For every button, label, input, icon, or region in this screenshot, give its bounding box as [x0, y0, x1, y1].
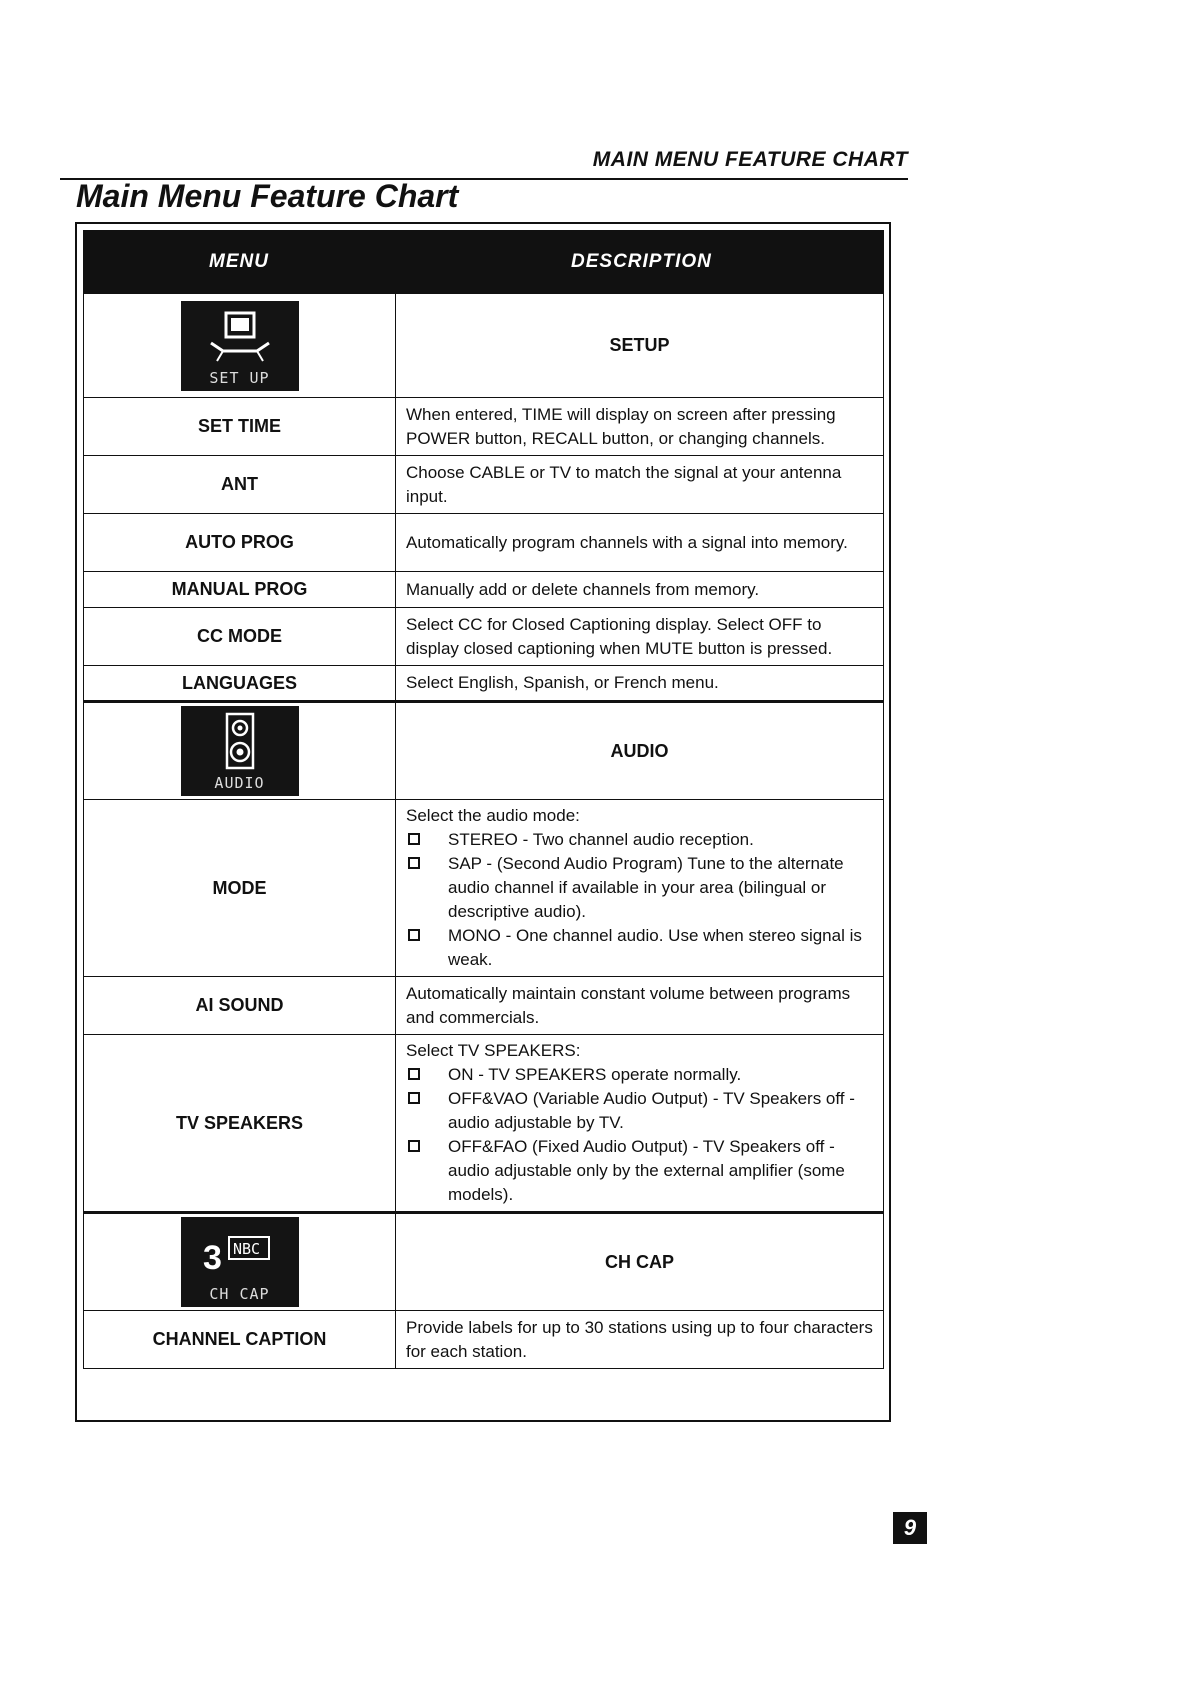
feature-chart	[75, 222, 891, 1422]
checkbox-bullet-icon	[408, 833, 420, 845]
menu-item-description: Automatically program channels with a signal into memory.	[396, 514, 884, 572]
setup-icon-label: SET UP	[209, 368, 270, 387]
chcap-icon-badge: NBC	[232, 1240, 260, 1258]
table-row	[84, 1311, 884, 1369]
chcap-icon-number: 3	[202, 1239, 222, 1277]
checkbox-bullet-icon	[408, 929, 420, 941]
table-row	[84, 514, 884, 572]
menu-item-name: AUTO PROG	[84, 514, 396, 572]
table-row	[84, 608, 884, 666]
checkbox-bullet-icon	[408, 1068, 420, 1080]
menu-item-description: Automatically maintain constant volume between programs and commercials.	[396, 977, 884, 1035]
chcap-section-row	[84, 1213, 884, 1311]
menu-column-header: MENU	[84, 231, 396, 294]
list-item: MONO - One channel audio. Use when stereo signal is weak.	[406, 924, 875, 972]
menu-item-name: CHANNEL CAPTION	[84, 1311, 396, 1369]
chcap-icon-cell	[84, 1213, 396, 1311]
table-header-row	[84, 231, 884, 294]
setup-section-row	[84, 294, 884, 398]
menu-item-description: When entered, TIME will display on screen after pressing POWER button, RECALL button, or changing channels.	[396, 398, 884, 456]
page-title: Main Menu Feature Chart	[76, 178, 459, 214]
menu-item-name: LANGUAGES	[84, 666, 396, 702]
menu-item-name: CC MODE	[84, 608, 396, 666]
audio-icon-cell	[84, 702, 396, 800]
table-row	[84, 800, 884, 977]
running-head	[60, 148, 908, 180]
table-row	[84, 456, 884, 514]
menu-item-description: Manually add or delete channels from memory.	[396, 572, 884, 608]
feature-table	[83, 230, 884, 1369]
table-row	[84, 398, 884, 456]
audio-icon	[181, 706, 299, 796]
page-number: 9	[893, 1512, 927, 1544]
mode-intro: Select the audio mode:	[406, 806, 580, 825]
setup-icon-cell	[84, 294, 396, 398]
menu-item-description	[396, 1035, 884, 1213]
running-head-text: MAIN MENU FEATURE CHART	[592, 148, 908, 171]
audio-section-row	[84, 702, 884, 800]
table-row	[84, 666, 884, 702]
checkbox-bullet-icon	[408, 1140, 420, 1152]
list-item: OFF&FAO (Fixed Audio Output) - TV Speakers off - audio adjustable only by the external amplifier (some models).	[406, 1135, 875, 1207]
menu-item-description	[396, 800, 884, 977]
menu-item-name: AI SOUND	[84, 977, 396, 1035]
table-row	[84, 572, 884, 608]
audio-section-title: AUDIO	[396, 702, 884, 800]
list-item: ON - TV SPEAKERS operate normally.	[406, 1063, 875, 1087]
menu-item-name: MODE	[84, 800, 396, 977]
menu-item-name: SET TIME	[84, 398, 396, 456]
checkbox-bullet-icon	[408, 1092, 420, 1104]
chcap-icon-label: CH CAP	[209, 1285, 270, 1303]
tv-speakers-intro: Select TV SPEAKERS:	[406, 1041, 581, 1060]
tv-speakers-options-list	[406, 1063, 875, 1207]
menu-item-description: Select English, Spanish, or French menu.	[396, 666, 884, 702]
list-item: OFF&VAO (Variable Audio Output) - TV Speakers off - audio adjustable by TV.	[406, 1087, 875, 1135]
list-item: STEREO - Two channel audio reception.	[406, 828, 875, 852]
menu-item-name: TV SPEAKERS	[84, 1035, 396, 1213]
chcap-section-title: CH CAP	[396, 1213, 884, 1311]
list-item: SAP - (Second Audio Program) Tune to the alternate audio channel if available in your area (bilingual or descriptive audio).	[406, 852, 875, 924]
setup-icon	[181, 301, 299, 391]
mode-options-list	[406, 828, 875, 972]
menu-item-description: Choose CABLE or TV to match the signal at your antenna input.	[396, 456, 884, 514]
menu-item-name: ANT	[84, 456, 396, 514]
menu-item-description: Provide labels for up to 30 stations using up to four characters for each station.	[396, 1311, 884, 1369]
description-column-header: DESCRIPTION	[396, 231, 884, 294]
table-row	[84, 1035, 884, 1213]
checkbox-bullet-icon	[408, 857, 420, 869]
chcap-icon	[181, 1217, 299, 1307]
menu-item-name: MANUAL PROG	[84, 572, 396, 608]
menu-item-description: Select CC for Closed Captioning display. Select OFF to display closed captioning when MUTE button is pressed.	[396, 608, 884, 666]
setup-section-title: SETUP	[396, 294, 884, 398]
table-row	[84, 977, 884, 1035]
audio-icon-label: AUDIO	[214, 774, 265, 792]
